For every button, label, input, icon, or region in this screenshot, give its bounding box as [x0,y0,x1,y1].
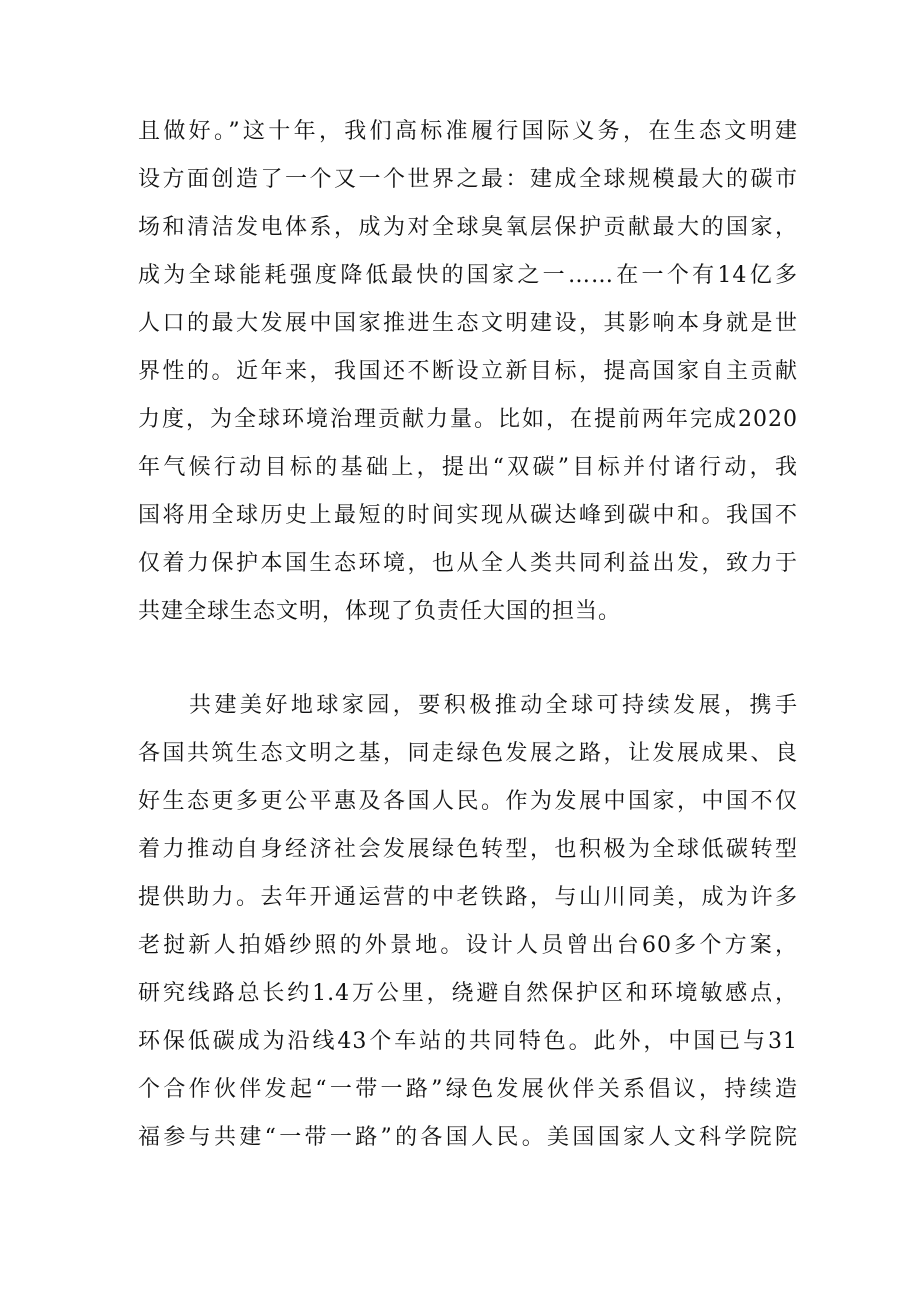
text-line: 共建全球生态文明，体现了负责任大国的担当。 [138,599,622,624]
text-line: 各国共筑生态文明之基，同走绿色发展之路，让发展成果、良 [138,741,798,766]
text-line: 设方面创造了一个又一个世界之最：建成全球规模最大的碳市 [138,167,798,192]
text-line: 成为全球能耗强度降低最快的国家之一……在一个有14亿多 [138,263,798,288]
text-line: 个合作伙伴发起“一带一路”绿色发展伙伴关系倡议，持续造 [138,1077,798,1102]
text-line: 且做好。”这十年，我们高标准履行国际义务，在生态文明建 [138,119,798,144]
text-line: 老挝新人拍婚纱照的外景地。设计人员曾出台60多个方案， [138,933,798,958]
text-line: 人口的最大发展中国家推进生态文明建设，其影响本身就是世 [138,311,798,336]
text-line: 年气候行动目标的基础上，提出“双碳”目标并付诸行动，我 [138,455,798,480]
text-line: 仅着力保护本国生态环境，也从全人类共同利益出发，致力于 [138,551,798,576]
text-line: 力度，为全球环境治理贡献力量。比如，在提前两年完成2020 [138,407,798,432]
text-line: 环保低碳成为沿线43个车站的共同特色。此外，中国已与31 [138,1029,798,1054]
text-line: 共建美好地球家园，要积极推动全球可持续发展，携手 [138,693,798,718]
text-line: 着力推动自身经济社会发展绿色转型，也积极为全球低碳转型 [138,837,798,862]
text-line: 好生态更多更公平惠及各国人民。作为发展中国家，中国不仅 [138,789,798,814]
text-line: 国将用全球历史上最短的时间实现从碳达峰到碳中和。我国不 [138,503,798,528]
text-line: 界性的。近年来，我国还不断设立新目标，提高国家自主贡献 [138,359,798,384]
paragraph-2 [138,682,798,1162]
text-line: 场和清洁发电体系，成为对全球臭氧层保护贡献最大的国家， [138,215,798,240]
text-line: 福参与共建“一带一路”的各国人民。美国国家人文科学院院 [138,1125,798,1150]
text-line: 提供助力。去年开通运营的中老铁路，与山川同美，成为许多 [138,885,798,910]
paragraph-1 [138,108,798,636]
text-line: 研究线路总长约1.4万公里，绕避自然保护区和环境敏感点， [138,981,798,1006]
